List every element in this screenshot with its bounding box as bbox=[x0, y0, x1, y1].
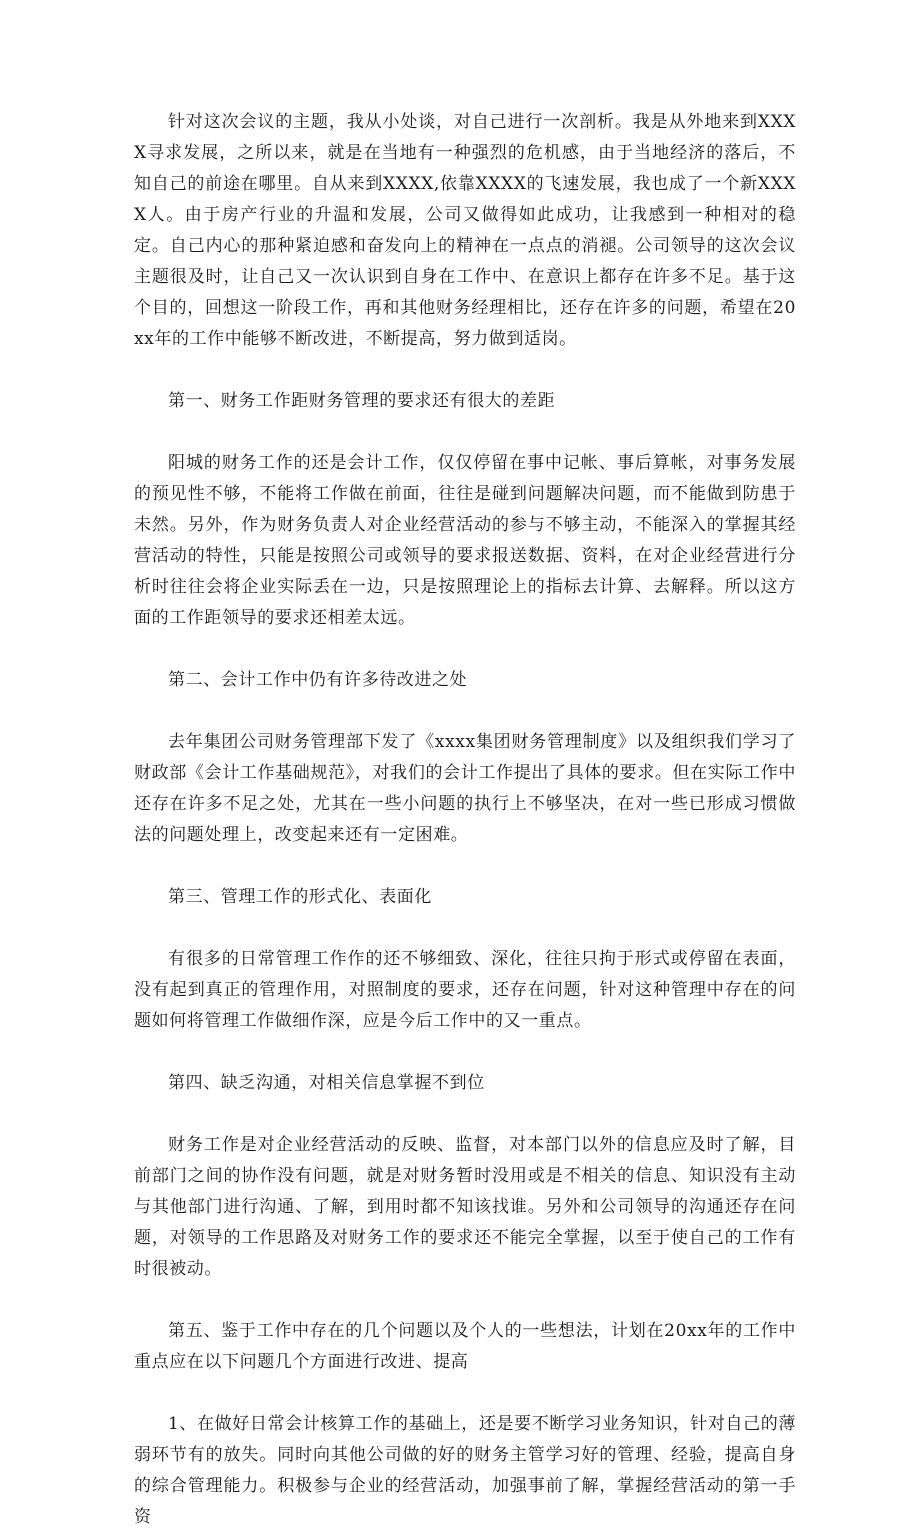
section-5-heading: 第五、鉴于工作中存在的几个问题以及个人的一些想法，计划在20xx年的工作中重点应在以下问题几个方面进行改进、提高 bbox=[134, 1321, 796, 1372]
section-2-body: 去年集团公司财务管理部下发了《xxxx集团财务管理制度》以及组织我们学习了财政部《会计工作基础规范》，对我们的会计工作提出了具体的要求。但在实际工作中还存在许多不足之处，尤其在一些小问题的执行上不够坚决，在对一些已形成习惯做法的问题处理上，改变起来还有一定困难。 bbox=[134, 732, 796, 845]
section-4-heading: 第四、缺乏沟通，对相关信息掌握不到位 bbox=[168, 1073, 485, 1093]
section-1-body: 阳城的财务工作的还是会计工作，仅仅停留在事中记帐、事后算帐，对事务发展的预见性不够，不能将工作做在前面，往往是碰到问题解决问题，而不能做到防患于未然。另外，作为财务负责人对企业经营活动的参与不够主动，不能深入的掌握其经营活动的特性，只能是按照公司或领导的要求报送数据、资料，在对企业经营进行分析时往往会将企业实际丢在一边，只是按照理论上的指标去计算、去解释。所以这方面的工作距领导的要求还相差太远。 bbox=[134, 453, 796, 628]
document-content bbox=[134, 107, 796, 1533]
section-1-heading: 第一、财务工作距财务管理的要求还有很大的差距 bbox=[168, 391, 556, 411]
intro-paragraph: 针对这次会议的主题，我从小处谈，对自己进行一次剖析。我是从外地来到XXXX寻求发展，之所以来，就是在当地有一种强烈的危机感，由于当地经济的落后，不知自己的前途在哪里。自从来到XXXX,依靠XXXX的飞速发展，我也成了一个新XXXX人。由于房产行业的升温和发展，公司又做得如此成功，让我感到一种相对的稳定。自己内心的那种紧迫感和奋发向上的精神在一点点的消褪。公司领导的这次会议主题很及时，让自己又一次认识到自身在工作中、在意识上都存在许多不足。基于这个目的，回想这一阶段工作，再和其他财务经理相比，还存在许多的问题，希望在20xx年的工作中能够不断改进，不断提高，努力做到适岗。 bbox=[134, 112, 796, 349]
section-3-heading: 第三、管理工作的形式化、表面化 bbox=[168, 887, 432, 907]
section-4-body: 财务工作是对企业经营活动的反映、监督，对本部门以外的信息应及时了解，目前部门之间的协作没有问题，就是对财务暂时没用或是不相关的信息、知识没有主动与其他部门进行沟通、了解，到用时都不知该找谁。另外和公司领导的沟通还存在问题，对领导的工作思路及对财务工作的要求还不能完全掌握，以至于使自己的工作有时很被动。 bbox=[134, 1135, 796, 1279]
list-item-1: 1、在做好日常会计核算工作的基础上，还是要不断学习业务知识，针对自己的薄弱环节有的放失。同时向其他公司做的好的财务主管学习好的管理、经验，提高自身的综合管理能力。积极参与企业的经营活动，加强事前了解，掌握经营活动的第一手资 bbox=[134, 1414, 796, 1527]
section-3-body: 有很多的日常管理工作作的还不够细致、深化，往往只拘于形式或停留在表面，没有起到真正的管理作用，对照制度的要求，还存在问题，针对这种管理中存在的问题如何将管理工作做细作深，应是今后工作中的又一重点。 bbox=[134, 949, 796, 1031]
section-2-heading: 第二、会计工作中仍有许多待改进之处 bbox=[168, 670, 468, 690]
